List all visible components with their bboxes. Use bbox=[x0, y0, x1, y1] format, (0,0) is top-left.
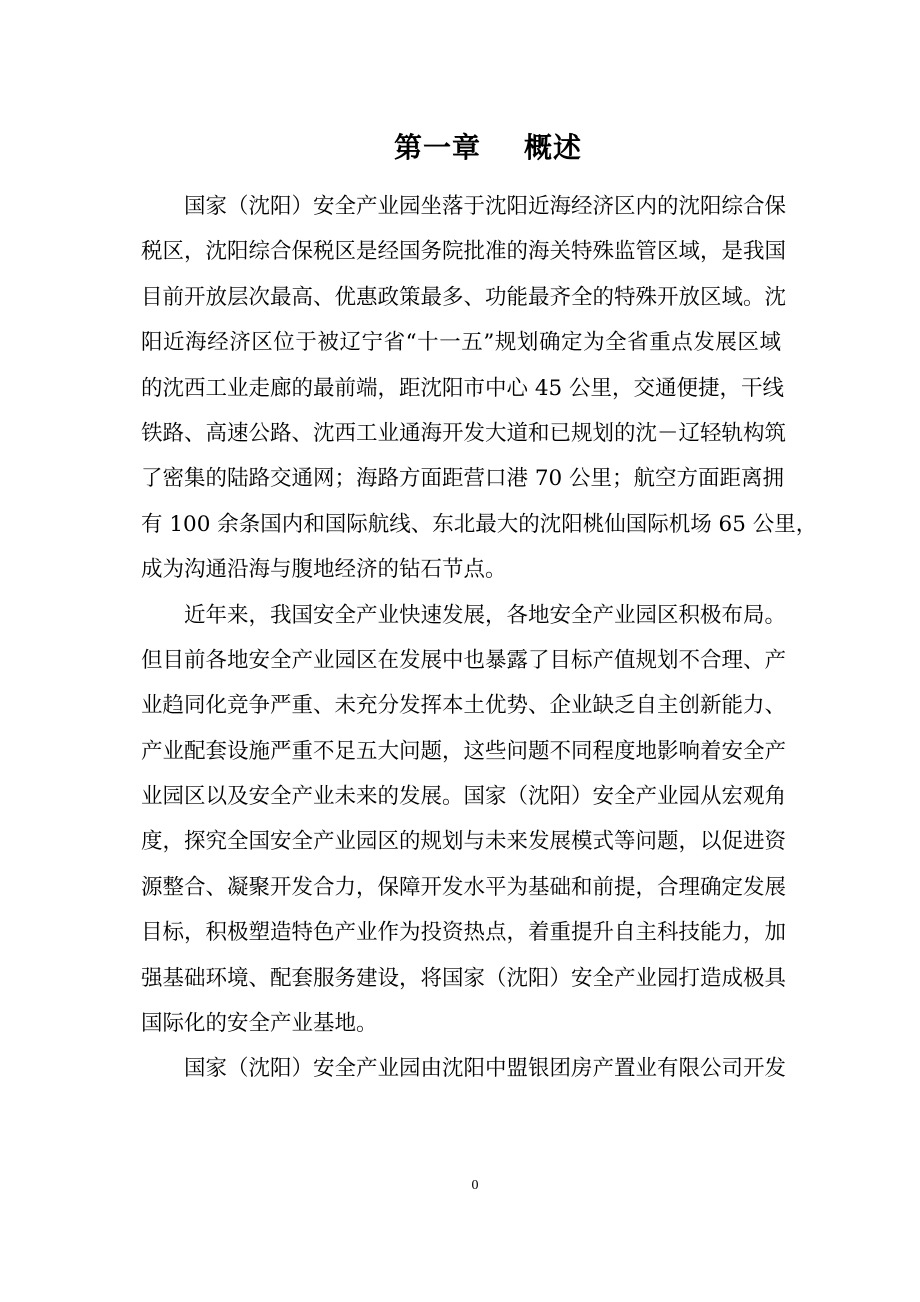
paragraph-2-line-6: 度，探究全国安全产业园区的规划与未来发展模式等问题，以促进资 bbox=[141, 829, 787, 855]
paragraph-1-line-1: 国家（沈阳）安全产业园坐落于沈阳近海经济区内的沈阳综合保 bbox=[184, 194, 787, 219]
paragraph-1-line-7: 了密集的陆路交通网；海路方面距营口港 70 公里；航空方面距离拥 bbox=[141, 466, 785, 492]
paragraph-1-line-9: 成为沟通沿海与腹地经济的钻石节点。 bbox=[141, 557, 507, 583]
paragraph-2-line-10: 国际化的安全产业基地。 bbox=[141, 1011, 378, 1037]
paragraph-1-line-5: 的沈西工业走廊的最前端，距沈阳市中心 45 公里，交通便捷，干线 bbox=[141, 375, 785, 401]
body-text bbox=[141, 184, 818, 1092]
paragraph-2-line-1: 近年来，我国安全产业快速发展，各地安全产业园区积极布局。 bbox=[184, 602, 787, 628]
paragraph-1-line-3: 目前开放层次最高、优惠政策最多、功能最齐全的特殊开放区域。沈 bbox=[141, 284, 787, 310]
paragraph-1-line-6: 铁路、高速公路、沈西工业通海开发大道和已规划的沈－辽轻轨构筑 bbox=[141, 420, 787, 446]
page-number: 0 bbox=[471, 1178, 479, 1193]
paragraph-2-line-9: 强基础环境、配套服务建设，将国家（沈阳）安全产业园打造成极具 bbox=[141, 965, 787, 991]
paragraph-2-line-2: 但目前各地安全产业园区在发展中也暴露了目标产值规划不合理、产 bbox=[141, 647, 787, 673]
chapter-title: 第一章 概述 bbox=[394, 131, 582, 164]
paragraph-1-line-2: 税区，沈阳综合保税区是经国务院批准的海关特殊监管区域，是我国 bbox=[141, 239, 787, 265]
paragraph-2-line-5: 业园区以及安全产业未来的发展。国家（沈阳）安全产业园从宏观角 bbox=[141, 784, 787, 810]
paragraph-2-line-8: 目标，积极塑造特色产业作为投资热点，着重提升自主科技能力，加 bbox=[141, 920, 787, 946]
paragraph-1-line-4: 阳近海经济区位于被辽宁省“十一五”规划确定为全省重点发展区域 bbox=[141, 330, 781, 356]
paragraph-2-line-7: 源整合、凝聚开发合力，保障开发水平为基础和前提，合理确定发展 bbox=[141, 874, 787, 900]
paragraph-2-line-3: 业趋同化竞争严重、未充分发挥本土优势、企业缺乏自主创新能力、 bbox=[141, 693, 787, 719]
paragraph-2-line-4: 产业配套设施严重不足五大问题，这些问题不同程度地影响着安全产 bbox=[141, 738, 787, 764]
paragraph-1-line-8: 有 100 余条国内和国际航线、东北最大的沈阳桃仙国际机场 65 公里， bbox=[141, 511, 818, 537]
paragraph-3-line-1: 国家（沈阳）安全产业园由沈阳中盟银团房产置业有限公司开发 bbox=[184, 1056, 787, 1082]
